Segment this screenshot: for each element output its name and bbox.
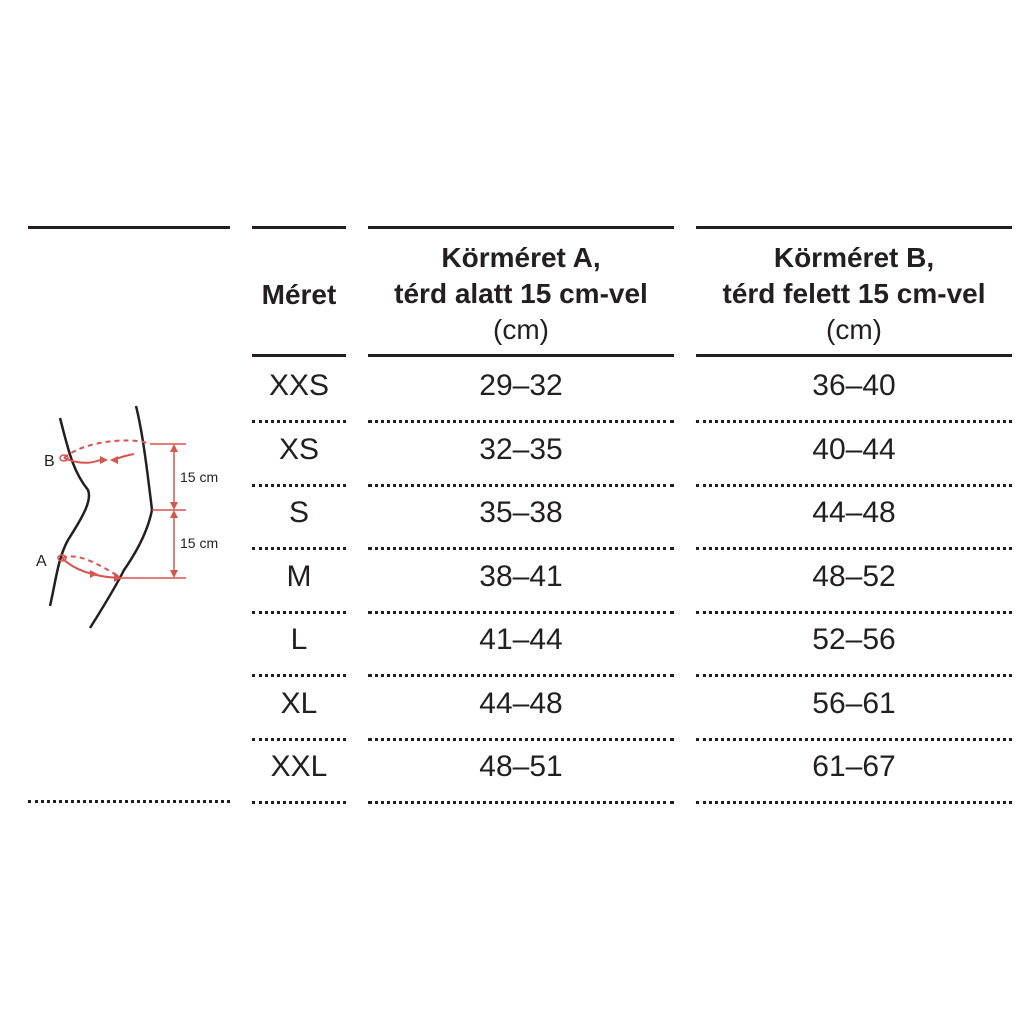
- row-b-cell: 44–48: [812, 496, 896, 529]
- header-a: [368, 240, 674, 348]
- row-separator: [368, 738, 674, 741]
- row-separator: [696, 420, 1012, 423]
- circumference-b-arc: [64, 441, 150, 458]
- header-size: [252, 277, 346, 313]
- row-size-cell: XXS: [268, 369, 330, 402]
- leg-outline-right: [90, 406, 152, 628]
- row-a-cell: 44–48: [479, 686, 563, 720]
- row-b-cell: 36–40: [812, 369, 896, 402]
- row-separator: [252, 738, 346, 741]
- header-size-label: Méret: [261, 279, 337, 310]
- row-separator: [368, 420, 674, 423]
- row-separator: [696, 484, 1012, 487]
- label-b: B: [44, 453, 55, 470]
- header-a-line1: Körméret A,: [441, 242, 601, 273]
- row-size-cell: XL: [280, 686, 318, 720]
- row-size-cell: S: [288, 496, 309, 529]
- row-a-cell: 29–32: [479, 369, 563, 402]
- row-separator: [696, 611, 1012, 614]
- row-size-cell: XS: [278, 432, 320, 466]
- circumference-b-arrow: [64, 458, 100, 463]
- row-size-cell: L: [290, 623, 308, 656]
- row-separator: [252, 674, 346, 677]
- row-separator: [696, 801, 1012, 804]
- row-size-cell: M: [286, 559, 312, 593]
- header-b-unit: (cm): [826, 314, 882, 345]
- diagram-bottom-rule: [28, 800, 230, 803]
- label-a: A: [36, 553, 47, 570]
- row-separator: [252, 611, 346, 614]
- row-size-cell: XXL: [270, 750, 328, 783]
- row-separator: [252, 801, 346, 804]
- dist-upper-label: 15 cm: [180, 469, 219, 485]
- row-separator: [696, 738, 1012, 741]
- row-b-cell: 40–44: [812, 432, 896, 466]
- size-col-top-rule: [252, 226, 346, 229]
- row-a-cell: 35–38: [479, 496, 563, 529]
- row-separator: [368, 801, 674, 804]
- row-b-cell: 56–61: [812, 686, 896, 720]
- a-col-header-rule: [368, 354, 674, 357]
- row-separator: [368, 547, 674, 550]
- header-b: [696, 240, 1012, 348]
- row-separator: [368, 674, 674, 677]
- row-separator: [252, 420, 346, 423]
- row-a-cell: 32–35: [479, 432, 563, 466]
- row-separator: [696, 547, 1012, 550]
- header-b-line1: Körméret B,: [773, 242, 935, 273]
- header-a-line2: térd alatt 15 cm-vel: [394, 278, 648, 309]
- row-a-cell: 41–44: [479, 623, 563, 656]
- row-a-cell: 38–41: [479, 559, 563, 593]
- row-separator: [696, 674, 1012, 677]
- row-b-cell: 52–56: [812, 623, 896, 656]
- dist-lower-label: 15 cm: [180, 535, 219, 551]
- diagram-top-rule: [28, 226, 230, 229]
- row-separator: [252, 484, 346, 487]
- b-col-header-rule: [696, 354, 1012, 357]
- header-a-unit: (cm): [493, 314, 549, 345]
- row-a-cell: 48–51: [479, 750, 563, 783]
- header-b-line2: térd felett 15 cm-vel: [722, 278, 986, 309]
- b-col-top-rule: [696, 226, 1012, 229]
- row-separator: [368, 484, 674, 487]
- row-b-cell: 48–52: [812, 559, 896, 593]
- row-b-cell: 61–67: [812, 750, 896, 783]
- knee-measurement-diagram: [28, 400, 248, 640]
- size-col-header-rule: [252, 354, 346, 357]
- row-separator: [368, 611, 674, 614]
- leg-outline-left: [50, 418, 89, 606]
- a-col-top-rule: [368, 226, 674, 229]
- row-separator: [252, 547, 346, 550]
